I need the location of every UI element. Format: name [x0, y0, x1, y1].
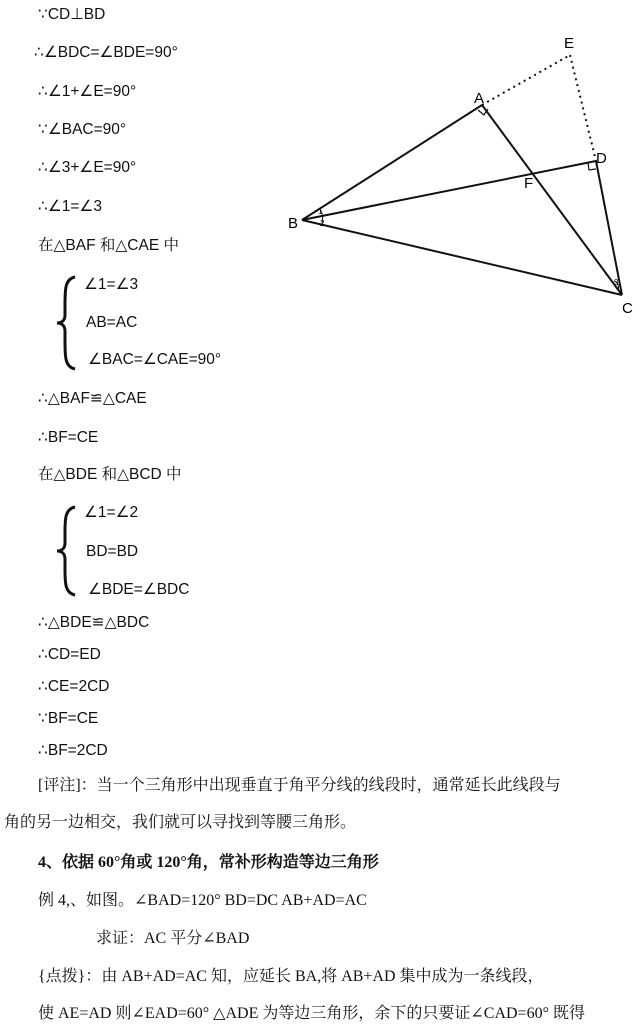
right-angle-mark-d	[588, 163, 596, 170]
brace-1	[55, 275, 79, 371]
final-line-5: ∴BF=2CD	[38, 742, 108, 759]
example-line: 例 4,、如图。∠BAD=120° BD=DC AB+AD=AC	[38, 892, 367, 909]
proof-line-5: ∴∠3+∠E=90°	[38, 159, 137, 176]
dotted-lines	[482, 55, 596, 161]
brace1-line-1: ∠1=∠3	[84, 276, 139, 293]
label-c: C	[622, 300, 633, 317]
brace2-line-3: ∠BDE=∠BDC	[88, 581, 190, 598]
mid-line-3: 在△BDE 和△BCD 中	[38, 466, 182, 483]
final-line-1: ∴△BDE≌△BDC	[38, 614, 150, 631]
mid-line-2: ∴BF=CE	[38, 429, 99, 446]
figure-lines	[302, 105, 622, 295]
section-heading: 4、依据 60°角或 120°角，常补形构造等边三角形	[38, 854, 379, 871]
segment-ae-dotted	[482, 55, 570, 105]
label-a: A	[474, 90, 485, 107]
mid-line-1: ∴△BAF≌△CAE	[38, 390, 147, 407]
angle-label-2: 2	[320, 219, 325, 228]
segment-bd	[302, 161, 596, 220]
label-e: E	[564, 35, 575, 52]
segment-ed-dotted	[570, 55, 596, 161]
proof-line-4: ∵∠BAC=90°	[38, 121, 127, 138]
proof-line-7: 在△BAF 和△CAE 中	[38, 237, 179, 254]
label-b: B	[288, 215, 299, 232]
geometry-figure	[280, 25, 640, 325]
comment-line-1: [评注]：当一个三角形中出现垂直于角平分线的线段时，通常延长此线段与	[38, 777, 561, 794]
final-line-3: ∴CE=2CD	[38, 678, 110, 695]
final-line-4: ∵BF=CE	[38, 710, 99, 727]
brace-2	[55, 505, 79, 597]
proof-line-3: ∴∠1+∠E=90°	[38, 83, 137, 100]
hint-line-2: 使 AE=AD 则∠EAD=60° △ADE 为等边三角形，余下的只要证∠CAD=60° 既得	[38, 1005, 585, 1022]
brace1-line-3: ∠BAC=∠CAE=90°	[88, 351, 222, 368]
final-line-2: ∴CD=ED	[38, 646, 101, 663]
hint-line-1: {点拨}：由 AB+AD=AC 知，应延长 BA,将 AB+AD 集中成为一条线段，	[38, 968, 544, 985]
brace2-line-1: ∠1=∠2	[84, 504, 139, 521]
proof-line-2: ∴∠BDC=∠BDE=90°	[34, 44, 178, 61]
brace1-line-2: AB=AC	[86, 314, 138, 331]
angle-label-1: 1	[318, 207, 323, 216]
angle-label-3: 3	[614, 278, 619, 287]
prove-line: 求证：AC 平分∠BAD	[96, 930, 250, 947]
label-d: D	[596, 150, 607, 167]
comment-line-2: 角的另一边相交，我们就可以寻找到等腰三角形。	[4, 814, 357, 831]
proof-line-6: ∴∠1=∠3	[38, 198, 102, 215]
proof-line-1: ∵CD⊥BD	[38, 6, 106, 23]
label-f: F	[524, 175, 534, 192]
brace2-line-2: BD=BD	[86, 543, 139, 560]
segment-dc	[596, 161, 622, 295]
